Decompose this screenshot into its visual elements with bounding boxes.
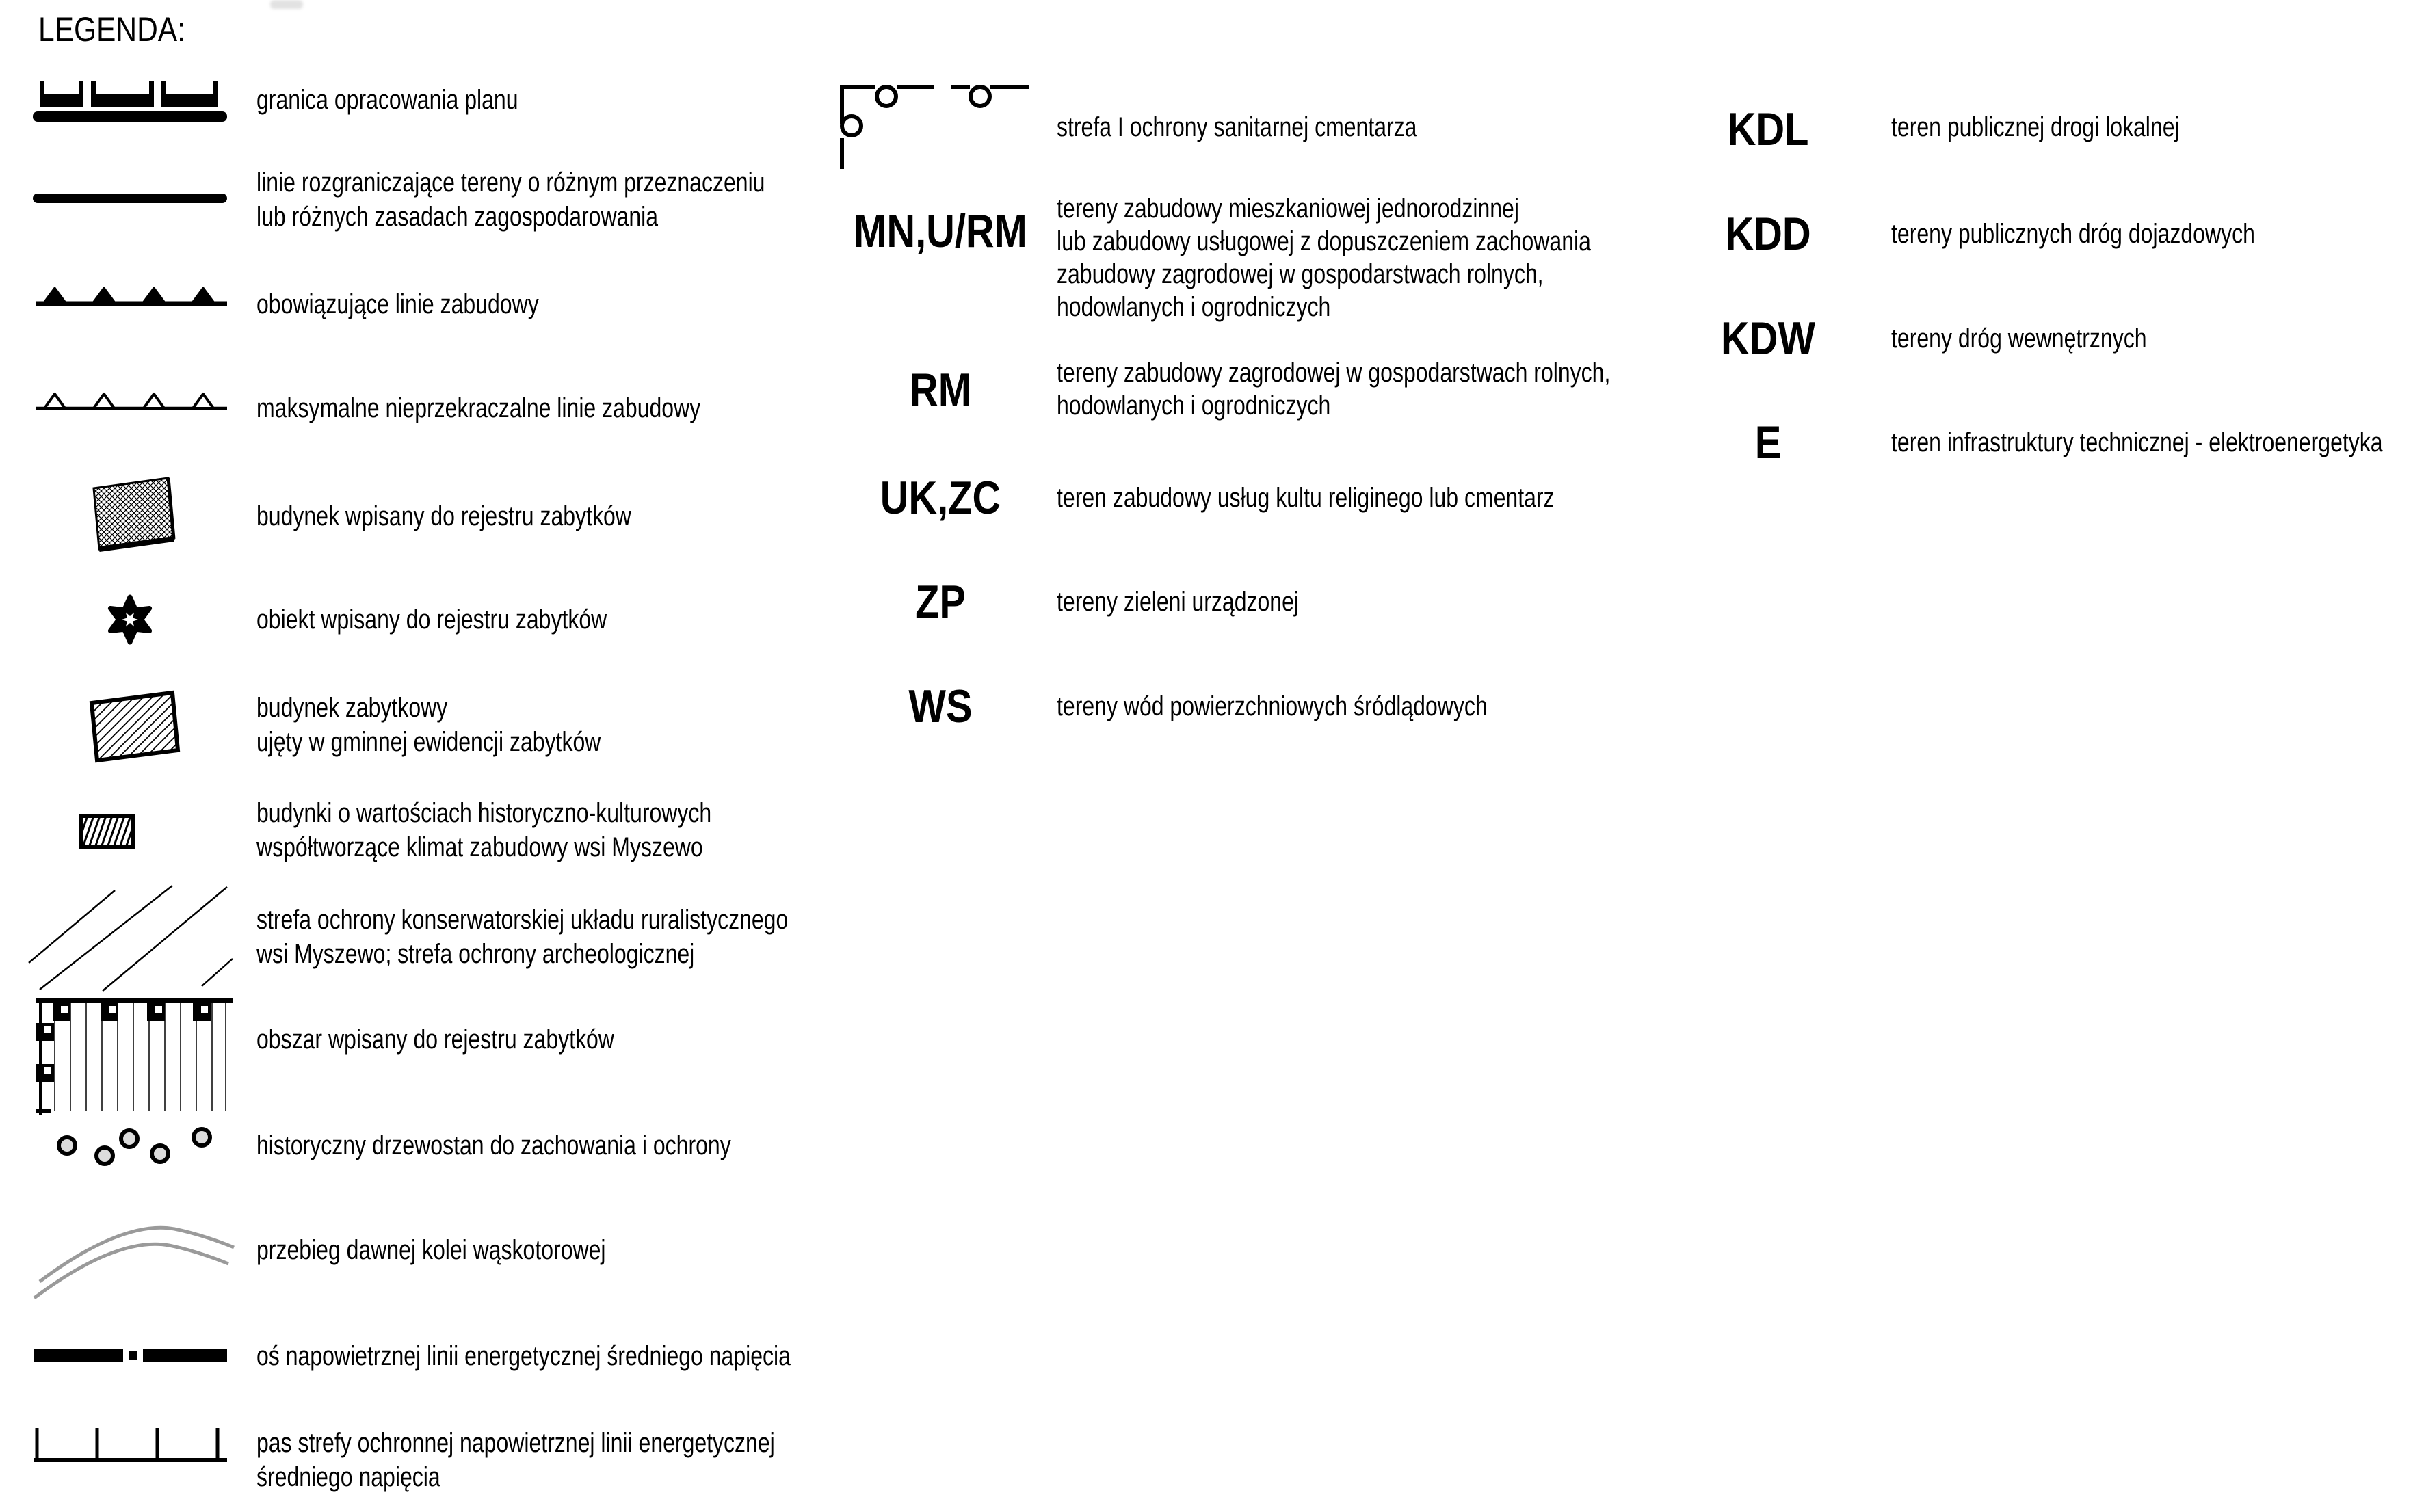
label-zone-mnurm: tereny zabudowy mieszkaniowej jednorodzinnej lub zabudowy usługowej z dopuszczeniem zachowania zabudowy zagrodowej w gospodarstwach rolnych, hodowlanych i ogrodniczych [1057, 194, 1591, 322]
dividing-line-icon [27, 189, 233, 209]
zone-code-rm: RM [910, 364, 971, 416]
label-cemetery-sanitary-zone: strefa I ochrony sanitarnej cmentarza [1057, 112, 1417, 142]
cultural-value-building-icon [75, 810, 144, 855]
registered-object-icon [103, 592, 157, 647]
label-zone-zp: tereny zieleni urządzonej [1057, 587, 1299, 617]
label-power-line-axis: oś napowietrznej linii energetycznej średniego napięcia [256, 1341, 791, 1371]
label-zone-ukzc: teren zabudowy usług kultu religinego lub cmentarz [1057, 483, 1555, 513]
registered-building-icon [82, 472, 185, 557]
mandatory-building-line-icon [27, 284, 233, 311]
power-line-buffer-icon [27, 1422, 233, 1467]
label-narrow-gauge-railway: przebieg dawnej kolei wąskotorowej [256, 1235, 606, 1265]
registered-area-icon [31, 992, 236, 1118]
label-historic-trees: historyczny drzewostan do zachowania i ochrony [256, 1130, 731, 1160]
scan-artifact [270, 0, 303, 9]
road-code-kdl: KDL [1727, 103, 1809, 155]
road-code-kdd: KDD [1725, 208, 1811, 260]
label-road-kdw: tereny dróg wewnętrznych [1891, 323, 2147, 354]
historic-trees-icon [48, 1122, 226, 1169]
road-code-e: E [1754, 416, 1782, 468]
label-road-kdl: teren publicznej drogi lokalnej [1891, 112, 2180, 142]
label-power-line-buffer: pas strefy ochronnej napowietrznej linii energetycznej średniego napięcia [256, 1428, 775, 1492]
label-max-building-line: maksymalne nieprzekraczalne linie zabudowy [256, 393, 701, 423]
narrow-gauge-railway-icon [27, 1214, 246, 1303]
road-code-kdw: KDW [1720, 313, 1816, 364]
label-cultural-value-building: budynki o wartościach historyczno-kulturowych współtworzące klimat zabudowy wsi Myszewo [256, 798, 712, 862]
label-historic-building: budynek zabytkowy ujęty w gminnej ewidencji zabytków [256, 693, 601, 757]
conservation-zone-icon [21, 882, 239, 995]
label-mandatory-building-line: obowiązujące linie zabudowy [256, 289, 539, 319]
label-road-e: teren infrastruktury technicznej - elektroenergetyka [1891, 427, 2383, 457]
label-dividing-line: linie rozgraniczające tereny o różnym przeznaczeniu lub różnych zasadach zagospodarowania [256, 168, 765, 232]
zone-code-mnurm: MN,U/RM [854, 205, 1027, 257]
plan-boundary-icon [27, 75, 233, 130]
label-plan-boundary: granica opracowania planu [256, 85, 518, 115]
label-registered-area: obszar wpisany do rejestru zabytków [256, 1024, 614, 1055]
label-zone-ws: tereny wód powierzchniowych śródlądowych [1057, 691, 1488, 721]
label-road-kdd: tereny publicznych dróg dojazdowych [1891, 219, 2255, 249]
label-conservation-zone: strefa ochrony konserwatorskiej układu ruralistycznego wsi Myszewo; strefa ochrony archeologicznej [256, 905, 789, 969]
cemetery-sanitary-zone-icon [831, 72, 1036, 181]
max-building-line-icon [27, 388, 233, 413]
power-line-axis-icon [27, 1340, 233, 1368]
zone-code-zp: ZP [915, 576, 966, 628]
zone-code-ukzc: UK,ZC [880, 472, 1001, 524]
page-title: LEGENDA: [38, 10, 185, 49]
label-registered-object: obiekt wpisany do rejestru zabytków [256, 605, 607, 635]
label-zone-rm: tereny zabudowy zagrodowej w gospodarstwach rolnych, hodowlanych i ogrodniczych [1057, 358, 1611, 421]
historic-building-icon [82, 687, 185, 766]
label-registered-building: budynek wpisany do rejestru zabytków [256, 501, 631, 531]
zone-code-ws: WS [908, 680, 973, 732]
